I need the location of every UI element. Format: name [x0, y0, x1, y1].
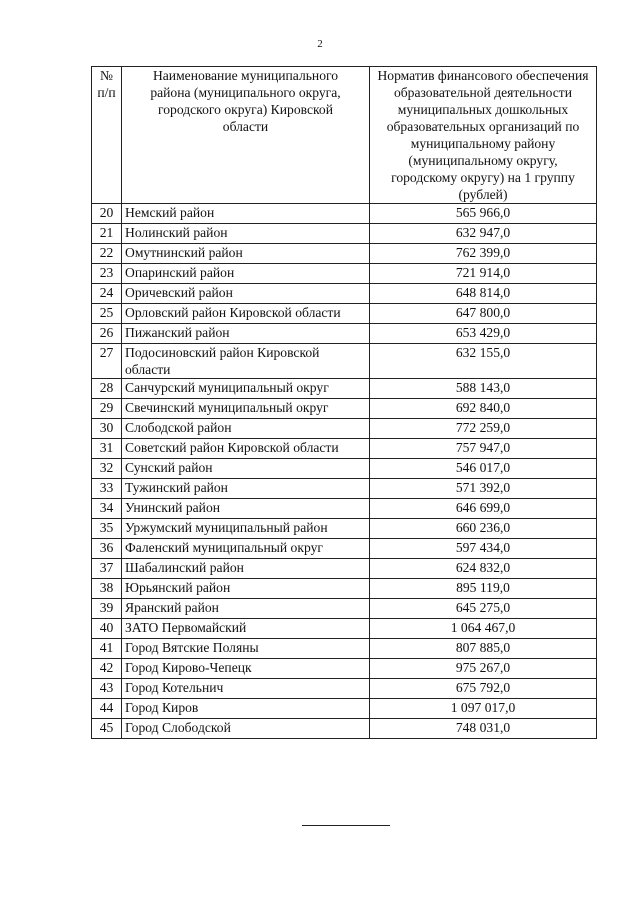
table-row — [92, 204, 597, 224]
row-value: 772 259,0 — [370, 419, 597, 439]
table-row — [92, 224, 597, 244]
row-name: Город Слободской — [122, 719, 370, 739]
row-name: Город Кирово-Чепецк — [122, 659, 370, 679]
table-row — [92, 579, 597, 599]
table-row — [92, 519, 597, 539]
row-value: 588 143,0 — [370, 379, 597, 399]
row-value: 546 017,0 — [370, 459, 597, 479]
table-row — [92, 539, 597, 559]
header-row — [92, 67, 597, 204]
row-name: ЗАТО Первомайский — [122, 619, 370, 639]
table-row — [92, 619, 597, 639]
row-value: 597 434,0 — [370, 539, 597, 559]
table-row — [92, 324, 597, 344]
row-name: Санчурский муниципальный округ — [122, 379, 370, 399]
row-number: 41 — [92, 639, 122, 659]
table-row — [92, 499, 597, 519]
row-name: Орловский район Кировской области — [122, 304, 370, 324]
header-value: Норматив финансового обеспечения образовательной деятельности муниципальных дошкольных образовательных организаций по муниципальному району (муниципальному округу, городскому округу) на 1 группу (рублей) — [370, 67, 597, 204]
row-value: 653 429,0 — [370, 324, 597, 344]
row-number: 27 — [92, 344, 122, 379]
row-value: 645 275,0 — [370, 599, 597, 619]
row-number: 32 — [92, 459, 122, 479]
row-number: 25 — [92, 304, 122, 324]
row-name: Город Киров — [122, 699, 370, 719]
row-value: 975 267,0 — [370, 659, 597, 679]
table-body — [92, 204, 597, 739]
row-value: 632 947,0 — [370, 224, 597, 244]
row-number: 42 — [92, 659, 122, 679]
row-value: 647 800,0 — [370, 304, 597, 324]
row-value: 895 119,0 — [370, 579, 597, 599]
row-number: 43 — [92, 679, 122, 699]
row-value: 660 236,0 — [370, 519, 597, 539]
row-number: 36 — [92, 539, 122, 559]
row-number: 37 — [92, 559, 122, 579]
row-number: 23 — [92, 264, 122, 284]
row-name: Нолинский район — [122, 224, 370, 244]
header-number: № п/п — [92, 67, 122, 204]
row-value: 675 792,0 — [370, 679, 597, 699]
row-name: Фаленский муниципальный округ — [122, 539, 370, 559]
row-value: 565 966,0 — [370, 204, 597, 224]
row-number: 39 — [92, 599, 122, 619]
row-name: Свечинский муниципальный округ — [122, 399, 370, 419]
row-name: Советский район Кировской области — [122, 439, 370, 459]
row-number: 40 — [92, 619, 122, 639]
row-number: 24 — [92, 284, 122, 304]
table-row — [92, 479, 597, 499]
table-row — [92, 639, 597, 659]
table-row — [92, 399, 597, 419]
row-value: 807 885,0 — [370, 639, 597, 659]
row-name: Город Вятские Поляны — [122, 639, 370, 659]
row-name: Опаринский район — [122, 264, 370, 284]
row-name: Шабалинский район — [122, 559, 370, 579]
row-number: 29 — [92, 399, 122, 419]
row-name: Город Котельнич — [122, 679, 370, 699]
row-name: Сунский район — [122, 459, 370, 479]
row-number: 35 — [92, 519, 122, 539]
table-row — [92, 659, 597, 679]
row-name: Омутнинский район — [122, 244, 370, 264]
table-row — [92, 439, 597, 459]
row-number: 28 — [92, 379, 122, 399]
row-value: 757 947,0 — [370, 439, 597, 459]
row-name: Юрьянский район — [122, 579, 370, 599]
row-value: 762 399,0 — [370, 244, 597, 264]
row-value: 624 832,0 — [370, 559, 597, 579]
table-row — [92, 419, 597, 439]
row-value: 1 064 467,0 — [370, 619, 597, 639]
table-row — [92, 599, 597, 619]
row-number: 34 — [92, 499, 122, 519]
table-row — [92, 304, 597, 324]
norm-table — [91, 66, 597, 739]
row-value: 646 699,0 — [370, 499, 597, 519]
header-name: Наименование муниципального района (муниципального округа, городского округа) Кировской области — [122, 67, 370, 204]
row-name: Унинский район — [122, 499, 370, 519]
row-number: 38 — [92, 579, 122, 599]
row-name: Яранский район — [122, 599, 370, 619]
row-name: Слободской район — [122, 419, 370, 439]
row-name: Подосиновский район Кировской области — [122, 344, 370, 379]
row-number: 22 — [92, 244, 122, 264]
table-row — [92, 244, 597, 264]
row-number: 26 — [92, 324, 122, 344]
row-value: 692 840,0 — [370, 399, 597, 419]
table-row — [92, 344, 597, 379]
row-number: 31 — [92, 439, 122, 459]
table-row — [92, 379, 597, 399]
table-row — [92, 559, 597, 579]
page-number: 2 — [317, 38, 323, 50]
row-number: 20 — [92, 204, 122, 224]
table-row — [92, 264, 597, 284]
row-name: Тужинский район — [122, 479, 370, 499]
table-row — [92, 284, 597, 304]
row-name: Пижанский район — [122, 324, 370, 344]
table-row — [92, 679, 597, 699]
row-number: 44 — [92, 699, 122, 719]
row-number: 30 — [92, 419, 122, 439]
table-row — [92, 699, 597, 719]
table-header — [92, 67, 597, 204]
row-number: 21 — [92, 224, 122, 244]
row-name: Оричевский район — [122, 284, 370, 304]
row-number: 33 — [92, 479, 122, 499]
table-row — [92, 719, 597, 739]
table-row — [92, 459, 597, 479]
row-value: 1 097 017,0 — [370, 699, 597, 719]
row-name: Уржумский муниципальный район — [122, 519, 370, 539]
footer-divider — [302, 825, 390, 826]
row-number: 45 — [92, 719, 122, 739]
row-value: 748 031,0 — [370, 719, 597, 739]
row-name: Немский район — [122, 204, 370, 224]
row-value: 632 155,0 — [370, 344, 597, 379]
row-value: 571 392,0 — [370, 479, 597, 499]
row-value: 648 814,0 — [370, 284, 597, 304]
row-value: 721 914,0 — [370, 264, 597, 284]
